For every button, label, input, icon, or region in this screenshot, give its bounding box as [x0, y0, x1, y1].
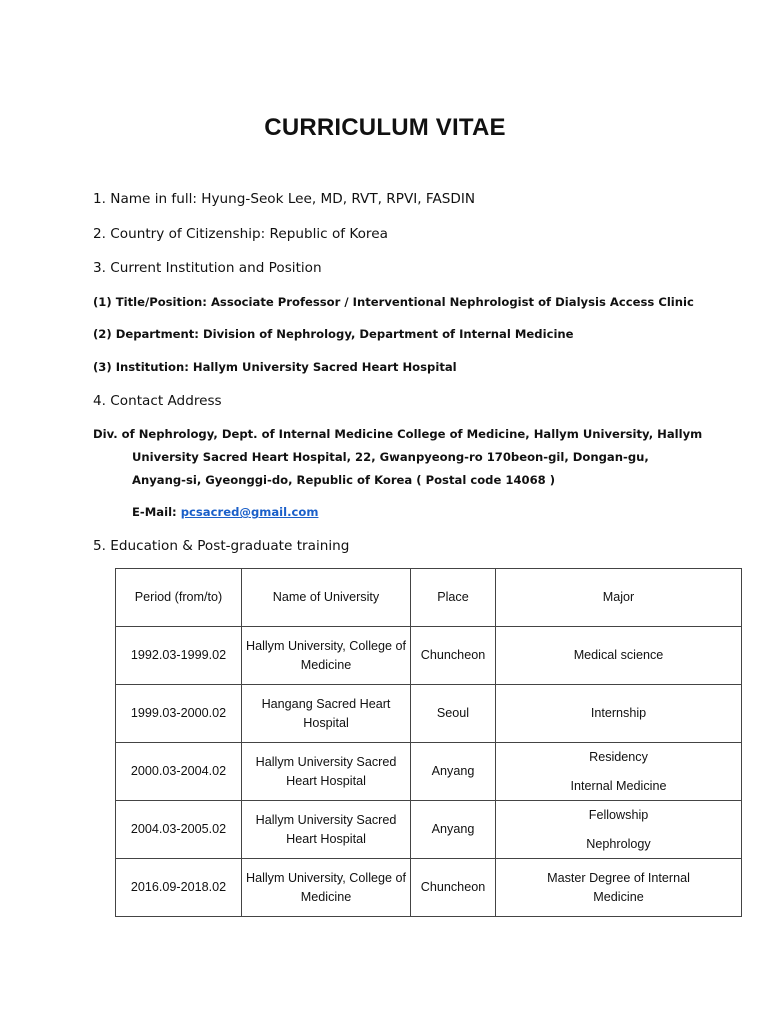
table-row [116, 859, 742, 917]
period-cell: 2016.09-2018.02 [116, 859, 242, 917]
major-line: Master Degree of Internal [547, 870, 690, 885]
table-row [116, 627, 742, 685]
email-label: E-Mail: [132, 505, 177, 519]
university-cell [242, 627, 411, 685]
address-line-3: Anyang-si, Gyeonggi-do, Republic of Korea ( Postal code 14068 ) [132, 473, 556, 487]
email-link[interactable]: pcsacred@gmail.com [180, 505, 319, 519]
major-line: Nephrology [586, 836, 651, 851]
major-cell [496, 685, 742, 743]
major-cell [496, 859, 742, 917]
university-line: Heart Hospital [286, 831, 366, 846]
major-cell [496, 743, 742, 801]
title-position: (1) Title/Position: Associate Professor / Interventional Nephrologist of Dialysis Access Clinic [93, 295, 694, 309]
major-cell [496, 627, 742, 685]
table-row [116, 743, 742, 801]
institution-heading: 3. Current Institution and Position [93, 260, 322, 276]
period-cell: 1999.03-2000.02 [116, 685, 242, 743]
address-line-1: Div. of Nephrology, Dept. of Internal Medicine College of Medicine, Hallym University, Hallym [93, 427, 703, 441]
table-header-row [116, 569, 742, 627]
university-cell [242, 801, 411, 859]
major-line: Medical science [573, 648, 664, 662]
name-in-full: 1. Name in full: Hyung-Seok Lee, MD, RVT, RPVI, FASDIN [93, 191, 476, 207]
university-line: Hangang Sacred Heart [261, 696, 391, 711]
period-cell: 2004.03-2005.02 [116, 801, 242, 859]
major-line: Medicine [593, 889, 644, 904]
university-line: Medicine [300, 657, 352, 672]
address-line-2: University Sacred Heart Hospital, 22, Gwanpyeong-ro 170beon-gil, Dongan-gu, [132, 450, 649, 464]
country-of-citizenship: 2. Country of Citizenship: Republic of Korea [93, 226, 388, 242]
university-line: Hospital [303, 715, 349, 730]
header-period: Period (from/to) [116, 569, 242, 627]
place-cell: Seoul [411, 685, 496, 743]
university-line: Hallym University Sacred [255, 754, 397, 769]
university-line: Heart Hospital [286, 773, 366, 788]
institution: (3) Institution: Hallym University Sacred Heart Hospital [93, 360, 457, 374]
page-title: CURRICULUM VITAE [264, 114, 506, 141]
major-line: Residency [589, 749, 648, 764]
period-cell: 2000.03-2004.02 [116, 743, 242, 801]
table-row [116, 801, 742, 859]
major-line: Internal Medicine [570, 778, 667, 793]
header-major: Major [496, 569, 742, 627]
email-row [132, 505, 318, 519]
place-cell: Anyang [411, 801, 496, 859]
major-cell [496, 801, 742, 859]
header-place: Place [411, 569, 496, 627]
university-line: Hallym University, College of [245, 638, 407, 653]
university-cell [242, 685, 411, 743]
header-university: Name of University [242, 569, 411, 627]
university-line: Medicine [300, 889, 352, 904]
education-heading: 5. Education & Post-graduate training [93, 538, 350, 554]
education-table [115, 568, 742, 917]
university-line: Hallym University, College of [245, 870, 407, 885]
major-line: Fellowship [588, 807, 649, 822]
table-row [116, 685, 742, 743]
department: (2) Department: Division of Nephrology, Department of Internal Medicine [93, 327, 574, 341]
place-cell: Chuncheon [411, 859, 496, 917]
place-cell: Anyang [411, 743, 496, 801]
period-cell: 1992.03-1999.02 [116, 627, 242, 685]
major-line: Internship [590, 706, 647, 720]
university-cell [242, 743, 411, 801]
university-line: Hallym University Sacred [255, 812, 397, 827]
university-cell [242, 859, 411, 917]
contact-heading: 4. Contact Address [93, 393, 222, 409]
place-cell: Chuncheon [411, 627, 496, 685]
